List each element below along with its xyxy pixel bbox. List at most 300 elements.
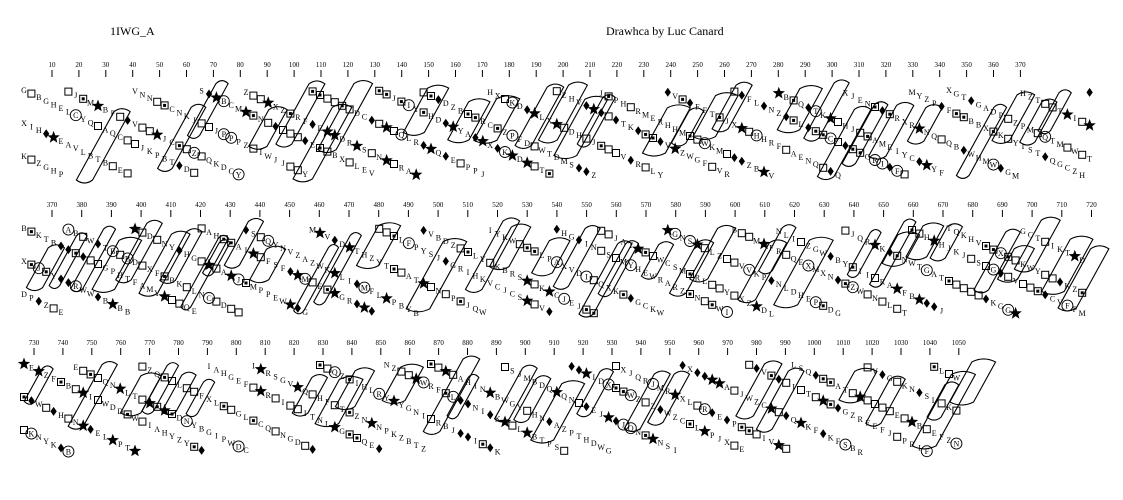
residue-letter: C bbox=[228, 166, 234, 176]
ruler-tick-label: 920 bbox=[577, 339, 589, 347]
threonine-square-symbol bbox=[709, 163, 716, 170]
ruler-tick-label: 570 bbox=[640, 201, 652, 209]
residue-letter: R bbox=[635, 159, 641, 169]
residue-letter: V bbox=[132, 120, 138, 129]
glycine-diamond-symbol bbox=[879, 370, 885, 379]
ruler-tick-label: 490 bbox=[403, 201, 414, 209]
residue-letter: X bbox=[494, 91, 501, 101]
ruler-tick-label: 410 bbox=[165, 201, 177, 209]
residue-letter: Y bbox=[931, 164, 938, 174]
residue-letter: Q bbox=[398, 130, 405, 140]
residue-letter: M bbox=[753, 236, 761, 246]
threonine-square-symbol bbox=[169, 297, 176, 304]
ruler-tick-label: 690 bbox=[997, 201, 1008, 209]
serine-square-dot bbox=[851, 266, 854, 269]
residue-letter: J bbox=[651, 380, 655, 389]
residue-letter: I bbox=[89, 392, 92, 402]
residue-letter: H bbox=[361, 382, 368, 392]
ruler-tick-label: 50 bbox=[156, 61, 164, 69]
residue-letter: F bbox=[902, 288, 907, 298]
residue-letter: L bbox=[694, 423, 700, 433]
serine-square-dot bbox=[792, 99, 795, 102]
residue-letter: H bbox=[561, 228, 568, 238]
threonine-square-symbol bbox=[309, 391, 316, 398]
residue-letter: I bbox=[466, 268, 470, 277]
glycine-diamond-symbol bbox=[613, 116, 619, 125]
residue-letter: T bbox=[1057, 107, 1063, 116]
serine-square-dot bbox=[23, 396, 26, 399]
threonine-square-symbol bbox=[154, 98, 161, 105]
threonine-square-symbol bbox=[553, 88, 560, 95]
residue-letter: Z bbox=[176, 435, 182, 445]
residue-letter: G bbox=[990, 265, 997, 275]
residue-letter: M bbox=[1026, 125, 1034, 135]
residue-letter: B bbox=[110, 247, 116, 257]
residue-letter: P bbox=[228, 133, 234, 143]
residue-letter: Z bbox=[147, 366, 153, 376]
serine-square-dot bbox=[222, 405, 225, 408]
residue-letter: P bbox=[465, 163, 471, 172]
residue-letter: L bbox=[450, 392, 456, 402]
residue-letter: T bbox=[902, 308, 908, 318]
residue-letter: Q bbox=[627, 424, 634, 434]
serine-square-dot bbox=[689, 293, 692, 296]
residue-letter: X bbox=[687, 365, 693, 374]
threonine-square-symbol bbox=[724, 151, 731, 158]
residue-letter: K bbox=[1020, 260, 1026, 269]
residue-letter: H bbox=[50, 100, 57, 110]
glycine-diamond-symbol bbox=[576, 164, 582, 173]
residue-letter: Z bbox=[776, 109, 782, 119]
residue-letter: F bbox=[939, 168, 944, 178]
serine-square-dot bbox=[585, 308, 588, 311]
residue-letter: B bbox=[21, 224, 27, 233]
glycine-diamond-symbol bbox=[176, 246, 182, 255]
ruler-tick-label: 390 bbox=[106, 201, 117, 209]
residue-letter: I bbox=[244, 246, 248, 255]
ruler-tick-label: 170 bbox=[477, 61, 488, 69]
glycine-diamond-symbol bbox=[457, 429, 463, 438]
residue-letter: J bbox=[888, 429, 892, 439]
ruler-tick-label: 230 bbox=[638, 61, 650, 69]
residue-letter: T bbox=[1050, 136, 1056, 146]
threonine-square-symbol bbox=[509, 422, 516, 429]
ruler-tick-label: 450 bbox=[284, 201, 295, 209]
residue-letter: H bbox=[35, 126, 42, 136]
ruler-tick-label: 910 bbox=[548, 339, 560, 347]
residue-letter: J bbox=[163, 134, 167, 144]
residue-letter: I bbox=[918, 443, 921, 453]
residue-letter: L bbox=[65, 107, 71, 117]
ruler-tick-label: 730 bbox=[28, 339, 40, 347]
residue-letter: D bbox=[354, 109, 360, 118]
residue-letter: C bbox=[117, 132, 123, 142]
serine-square-dot bbox=[156, 405, 159, 408]
residue-letter: N bbox=[590, 243, 597, 253]
residue-letter: R bbox=[776, 247, 782, 257]
residue-letter: E bbox=[58, 308, 64, 317]
residue-letter: B bbox=[50, 238, 57, 248]
serine-square-dot bbox=[178, 144, 181, 147]
residue-letter: X bbox=[487, 140, 494, 150]
residue-letter: P bbox=[709, 430, 715, 440]
residue-letter: K bbox=[502, 148, 508, 157]
residue-letter: Y bbox=[457, 126, 464, 136]
residue-letter: I bbox=[895, 146, 899, 156]
residue-letter: T bbox=[916, 262, 922, 272]
residue-letter: X bbox=[946, 86, 952, 95]
residue-letter: E bbox=[805, 294, 811, 304]
residue-letter: X bbox=[21, 119, 27, 128]
residue-letter: B bbox=[502, 266, 508, 275]
residue-letter: K bbox=[946, 403, 952, 412]
serine-square-dot bbox=[955, 112, 958, 115]
serine-square-dot bbox=[400, 100, 403, 103]
ruler-tick-label: 90 bbox=[263, 61, 271, 69]
residue-letter: J bbox=[599, 88, 603, 98]
residue-letter: N bbox=[198, 290, 205, 300]
serine-square-dot bbox=[126, 413, 129, 416]
residue-letter: J bbox=[37, 264, 41, 274]
residue-letter: B bbox=[443, 422, 449, 432]
serine-square-dot bbox=[740, 426, 743, 429]
serine-square-dot bbox=[718, 116, 721, 119]
serine-square-dot bbox=[245, 282, 248, 285]
ruler-tick-label: 830 bbox=[317, 339, 329, 347]
threonine-square-symbol bbox=[531, 163, 538, 170]
residue-letter: D bbox=[990, 107, 997, 117]
residue-letter: Q bbox=[635, 372, 642, 382]
residue-letter: G bbox=[1020, 227, 1026, 236]
glycine-diamond-symbol bbox=[568, 362, 574, 371]
glycine-diamond-symbol bbox=[465, 433, 471, 442]
residue-letter: Z bbox=[1072, 167, 1078, 177]
residue-letter: Z bbox=[561, 424, 567, 434]
serine-square-dot bbox=[319, 94, 322, 97]
residue-letter: M bbox=[235, 104, 243, 114]
residue-letter: B bbox=[65, 447, 72, 457]
threonine-square-symbol bbox=[368, 150, 375, 157]
residue-letter: R bbox=[457, 264, 464, 274]
residue-letter: J bbox=[851, 92, 855, 102]
residue-letter: F bbox=[51, 374, 56, 384]
residue-letter: T bbox=[576, 432, 582, 441]
glycine-diamond-symbol bbox=[309, 445, 315, 454]
ruler-tick-label: 630 bbox=[818, 201, 830, 209]
residue-letter: N bbox=[768, 105, 775, 115]
residue-letter: G bbox=[864, 152, 871, 162]
glycine-diamond-symbol bbox=[198, 446, 204, 455]
glycine-diamond-symbol bbox=[287, 267, 293, 276]
residue-letter: B bbox=[457, 106, 464, 116]
residue-letter: B bbox=[731, 225, 738, 235]
threonine-square-symbol bbox=[287, 163, 294, 170]
residue-letter: L bbox=[754, 98, 760, 108]
residue-letter: H bbox=[576, 131, 582, 140]
residue-letter: E bbox=[569, 298, 575, 308]
residue-letter: C bbox=[169, 105, 175, 114]
residue-letter: B bbox=[198, 424, 205, 434]
residue-letter: T bbox=[842, 385, 848, 395]
glycine-diamond-symbol bbox=[583, 167, 589, 176]
serine-square-dot bbox=[82, 97, 85, 100]
residue-letter: L bbox=[324, 419, 330, 429]
serine-square-dot bbox=[622, 390, 625, 393]
ruler-tick-label: 810 bbox=[259, 339, 271, 347]
residue-letter: N bbox=[72, 418, 79, 428]
glycine-diamond-symbol bbox=[768, 276, 774, 285]
residue-letter: B bbox=[102, 105, 109, 115]
residue-letter: N bbox=[109, 381, 116, 391]
residue-letter: A bbox=[835, 382, 841, 391]
threonine-square-symbol bbox=[894, 305, 901, 312]
residue-letter: E bbox=[450, 155, 456, 165]
residue-letter: P bbox=[450, 293, 456, 303]
serine-square-dot bbox=[474, 116, 477, 119]
residue-letter: L bbox=[939, 366, 945, 376]
glycine-diamond-symbol bbox=[835, 276, 841, 285]
residue-letter: J bbox=[599, 409, 603, 419]
threonine-square-symbol bbox=[953, 281, 960, 288]
residue-letter: A bbox=[457, 374, 464, 384]
residue-letter: Z bbox=[43, 370, 49, 380]
residue-letter: K bbox=[324, 265, 331, 275]
glycine-diamond-symbol bbox=[635, 126, 641, 135]
residue-letter: Q bbox=[102, 377, 109, 387]
threonine-square-symbol bbox=[716, 285, 723, 292]
glycine-diamond-symbol bbox=[443, 257, 449, 266]
residue-letter: F bbox=[325, 397, 330, 407]
residue-letter: A bbox=[405, 167, 412, 177]
ruler-tick-label: 220 bbox=[611, 61, 623, 69]
glycine-diamond-symbol bbox=[879, 106, 885, 115]
residue-letter: F bbox=[265, 256, 271, 266]
glycine-diamond-symbol bbox=[43, 129, 49, 138]
glycine-diamond-symbol bbox=[546, 417, 552, 426]
residue-letter: Z bbox=[591, 171, 597, 181]
residue-letter: T bbox=[1035, 96, 1041, 106]
residue-letter: S bbox=[672, 262, 678, 272]
residue-letter: E bbox=[58, 137, 64, 146]
residue-letter: Q bbox=[812, 160, 819, 170]
proline-star-symbol bbox=[1009, 307, 1021, 319]
serine-square-dot bbox=[533, 250, 536, 253]
ruler-tick-label: 210 bbox=[584, 61, 596, 69]
serine-square-dot bbox=[896, 254, 899, 257]
threonine-square-symbol bbox=[265, 119, 272, 126]
threonine-square-symbol bbox=[176, 300, 183, 307]
residue-letter: M bbox=[656, 383, 664, 393]
residue-letter: C bbox=[665, 259, 671, 269]
residue-letter: R bbox=[413, 137, 419, 147]
residue-letter: M bbox=[679, 266, 687, 276]
residue-letter: N bbox=[139, 90, 146, 100]
glycine-diamond-symbol bbox=[753, 364, 759, 373]
serine-square-dot bbox=[689, 135, 692, 138]
ruler-tick-label: 650 bbox=[878, 201, 889, 209]
residue-letter: Y bbox=[169, 243, 175, 252]
residue-letter: T bbox=[43, 234, 49, 244]
residue-letter: X bbox=[901, 117, 908, 127]
residue-letter: H bbox=[220, 369, 227, 379]
ruler-tick-label: 400 bbox=[135, 201, 147, 209]
residue-letter: B bbox=[494, 392, 501, 402]
serine-square-dot bbox=[430, 363, 433, 366]
residue-letter: B bbox=[953, 142, 960, 152]
residue-letter: E bbox=[894, 410, 900, 420]
residue-letter: B bbox=[916, 421, 923, 431]
residue-letter: N bbox=[827, 272, 834, 282]
residue-letter: V bbox=[872, 367, 878, 376]
residue-letter: G bbox=[339, 292, 346, 302]
residue-letter: C bbox=[509, 289, 516, 299]
residue-letter: P bbox=[998, 111, 1004, 121]
glycine-diamond-symbol bbox=[309, 120, 315, 129]
residue-letter: J bbox=[192, 115, 196, 125]
residue-letter: I bbox=[858, 266, 862, 276]
residue-letter: Z bbox=[1013, 118, 1019, 128]
residue-letter: J bbox=[281, 159, 285, 168]
residue-letter: C bbox=[228, 100, 234, 110]
residue-letter: A bbox=[664, 279, 671, 289]
glycine-diamond-symbol bbox=[332, 236, 338, 245]
residue-letter: Z bbox=[191, 148, 197, 158]
threonine-square-symbol bbox=[731, 259, 738, 266]
residue-letter: Z bbox=[672, 412, 678, 422]
residue-letter: V bbox=[568, 265, 575, 275]
residue-letter: T bbox=[546, 149, 552, 159]
residue-letter: Z bbox=[746, 298, 752, 308]
residue-letter: G bbox=[1005, 305, 1012, 315]
serine-square-dot bbox=[851, 148, 854, 151]
residue-letter: G bbox=[886, 374, 893, 384]
residue-letter: E bbox=[591, 406, 597, 416]
residue-letter: A bbox=[65, 140, 72, 150]
residue-letter: H bbox=[620, 99, 627, 109]
residue-letter: C bbox=[827, 134, 834, 144]
threonine-square-symbol bbox=[250, 92, 257, 99]
glycine-diamond-symbol bbox=[924, 299, 930, 308]
residue-letter: R bbox=[909, 440, 915, 449]
serine-square-dot bbox=[814, 130, 817, 133]
residue-letter: Q bbox=[183, 303, 190, 313]
hydrophobic-cluster-outline bbox=[693, 93, 738, 140]
threonine-square-symbol bbox=[302, 442, 309, 449]
residue-letter: F bbox=[243, 380, 249, 389]
threonine-square-symbol bbox=[287, 130, 294, 137]
residue-letter: B bbox=[102, 158, 109, 168]
residue-letter: J bbox=[592, 138, 596, 148]
residue-letter: Z bbox=[354, 412, 360, 421]
residue-letter: J bbox=[214, 126, 218, 136]
serine-square-dot bbox=[60, 381, 63, 384]
residue-letter: N bbox=[679, 233, 686, 243]
residue-letter: Z bbox=[850, 411, 856, 421]
threonine-square-symbol bbox=[50, 305, 57, 312]
ruler-tick-label: 600 bbox=[729, 201, 741, 209]
residue-letter: H bbox=[531, 410, 538, 420]
residue-letter: Y bbox=[901, 150, 908, 160]
residue-letter: E bbox=[872, 422, 878, 431]
residue-letter: I bbox=[1021, 142, 1025, 151]
threonine-square-symbol bbox=[95, 123, 102, 130]
residue-letter: V bbox=[1012, 276, 1019, 286]
residue-letter: T bbox=[132, 392, 138, 401]
residue-letter: P bbox=[110, 267, 116, 277]
residue-letter: R bbox=[768, 138, 775, 148]
residue-letter: N bbox=[317, 416, 323, 425]
residue-letter: Y bbox=[398, 400, 405, 410]
serine-square-dot bbox=[644, 133, 647, 136]
glycine-diamond-symbol bbox=[820, 429, 826, 438]
serine-square-dot bbox=[422, 111, 425, 114]
residue-letter: X bbox=[820, 268, 827, 278]
residue-letter: Q bbox=[790, 254, 797, 264]
residue-letter: W bbox=[656, 255, 665, 265]
residue-letter: X bbox=[605, 380, 612, 390]
residue-letter: T bbox=[805, 389, 811, 399]
residue-letter: X bbox=[997, 249, 1004, 259]
residue-letter: W bbox=[264, 151, 272, 161]
residue-letter: G bbox=[568, 232, 575, 242]
residue-letter: P bbox=[761, 273, 767, 282]
residue-letter: A bbox=[620, 237, 627, 247]
residue-letter: P bbox=[221, 435, 227, 445]
residue-letter: I bbox=[407, 101, 411, 111]
glycine-diamond-symbol bbox=[472, 133, 478, 142]
residue-letter: V bbox=[761, 368, 767, 377]
ruler-tick-label: 620 bbox=[789, 201, 800, 209]
threonine-square-symbol bbox=[613, 150, 620, 157]
glycine-diamond-symbol bbox=[420, 226, 426, 235]
residue-letter: W bbox=[508, 236, 517, 246]
residue-letter: R bbox=[672, 282, 678, 292]
serine-square-dot bbox=[252, 114, 255, 117]
proline-star-symbol bbox=[129, 445, 141, 457]
residue-letter: J bbox=[237, 275, 241, 285]
residue-letter: E bbox=[58, 104, 64, 113]
residue-letter: P bbox=[732, 419, 737, 429]
glycine-diamond-symbol bbox=[369, 307, 375, 316]
residue-letter: J bbox=[274, 155, 278, 165]
threonine-square-symbol bbox=[783, 445, 790, 452]
residue-letter: Z bbox=[746, 160, 752, 170]
ruler-tick-label: 1040 bbox=[922, 339, 937, 347]
residue-letter: Q bbox=[154, 369, 161, 379]
residue-letter: F bbox=[702, 106, 708, 116]
ruler-tick-label: 370 bbox=[1015, 61, 1026, 69]
ruler-tick-label: 520 bbox=[492, 201, 503, 209]
ruler-tick-label: 340 bbox=[934, 61, 945, 69]
residue-letter: S bbox=[199, 86, 204, 96]
residue-letter: G bbox=[1005, 167, 1012, 177]
serine-square-dot bbox=[311, 90, 314, 93]
glycine-diamond-symbol bbox=[702, 372, 708, 381]
residue-letter: Z bbox=[43, 300, 49, 310]
residue-letter: T bbox=[1087, 154, 1093, 164]
residue-letter: N bbox=[146, 94, 153, 104]
glycine-diamond-symbol bbox=[827, 167, 833, 176]
residue-letter: B bbox=[753, 164, 760, 174]
ruler-tick-label: 470 bbox=[343, 201, 355, 209]
residue-letter: S bbox=[273, 372, 278, 382]
residue-letter: K bbox=[494, 447, 501, 457]
residue-letter: J bbox=[140, 143, 144, 153]
residue-letter: I bbox=[881, 159, 884, 169]
residue-letter: F bbox=[924, 447, 930, 457]
residue-letter: X bbox=[339, 154, 346, 164]
residue-letter: D bbox=[539, 381, 545, 390]
